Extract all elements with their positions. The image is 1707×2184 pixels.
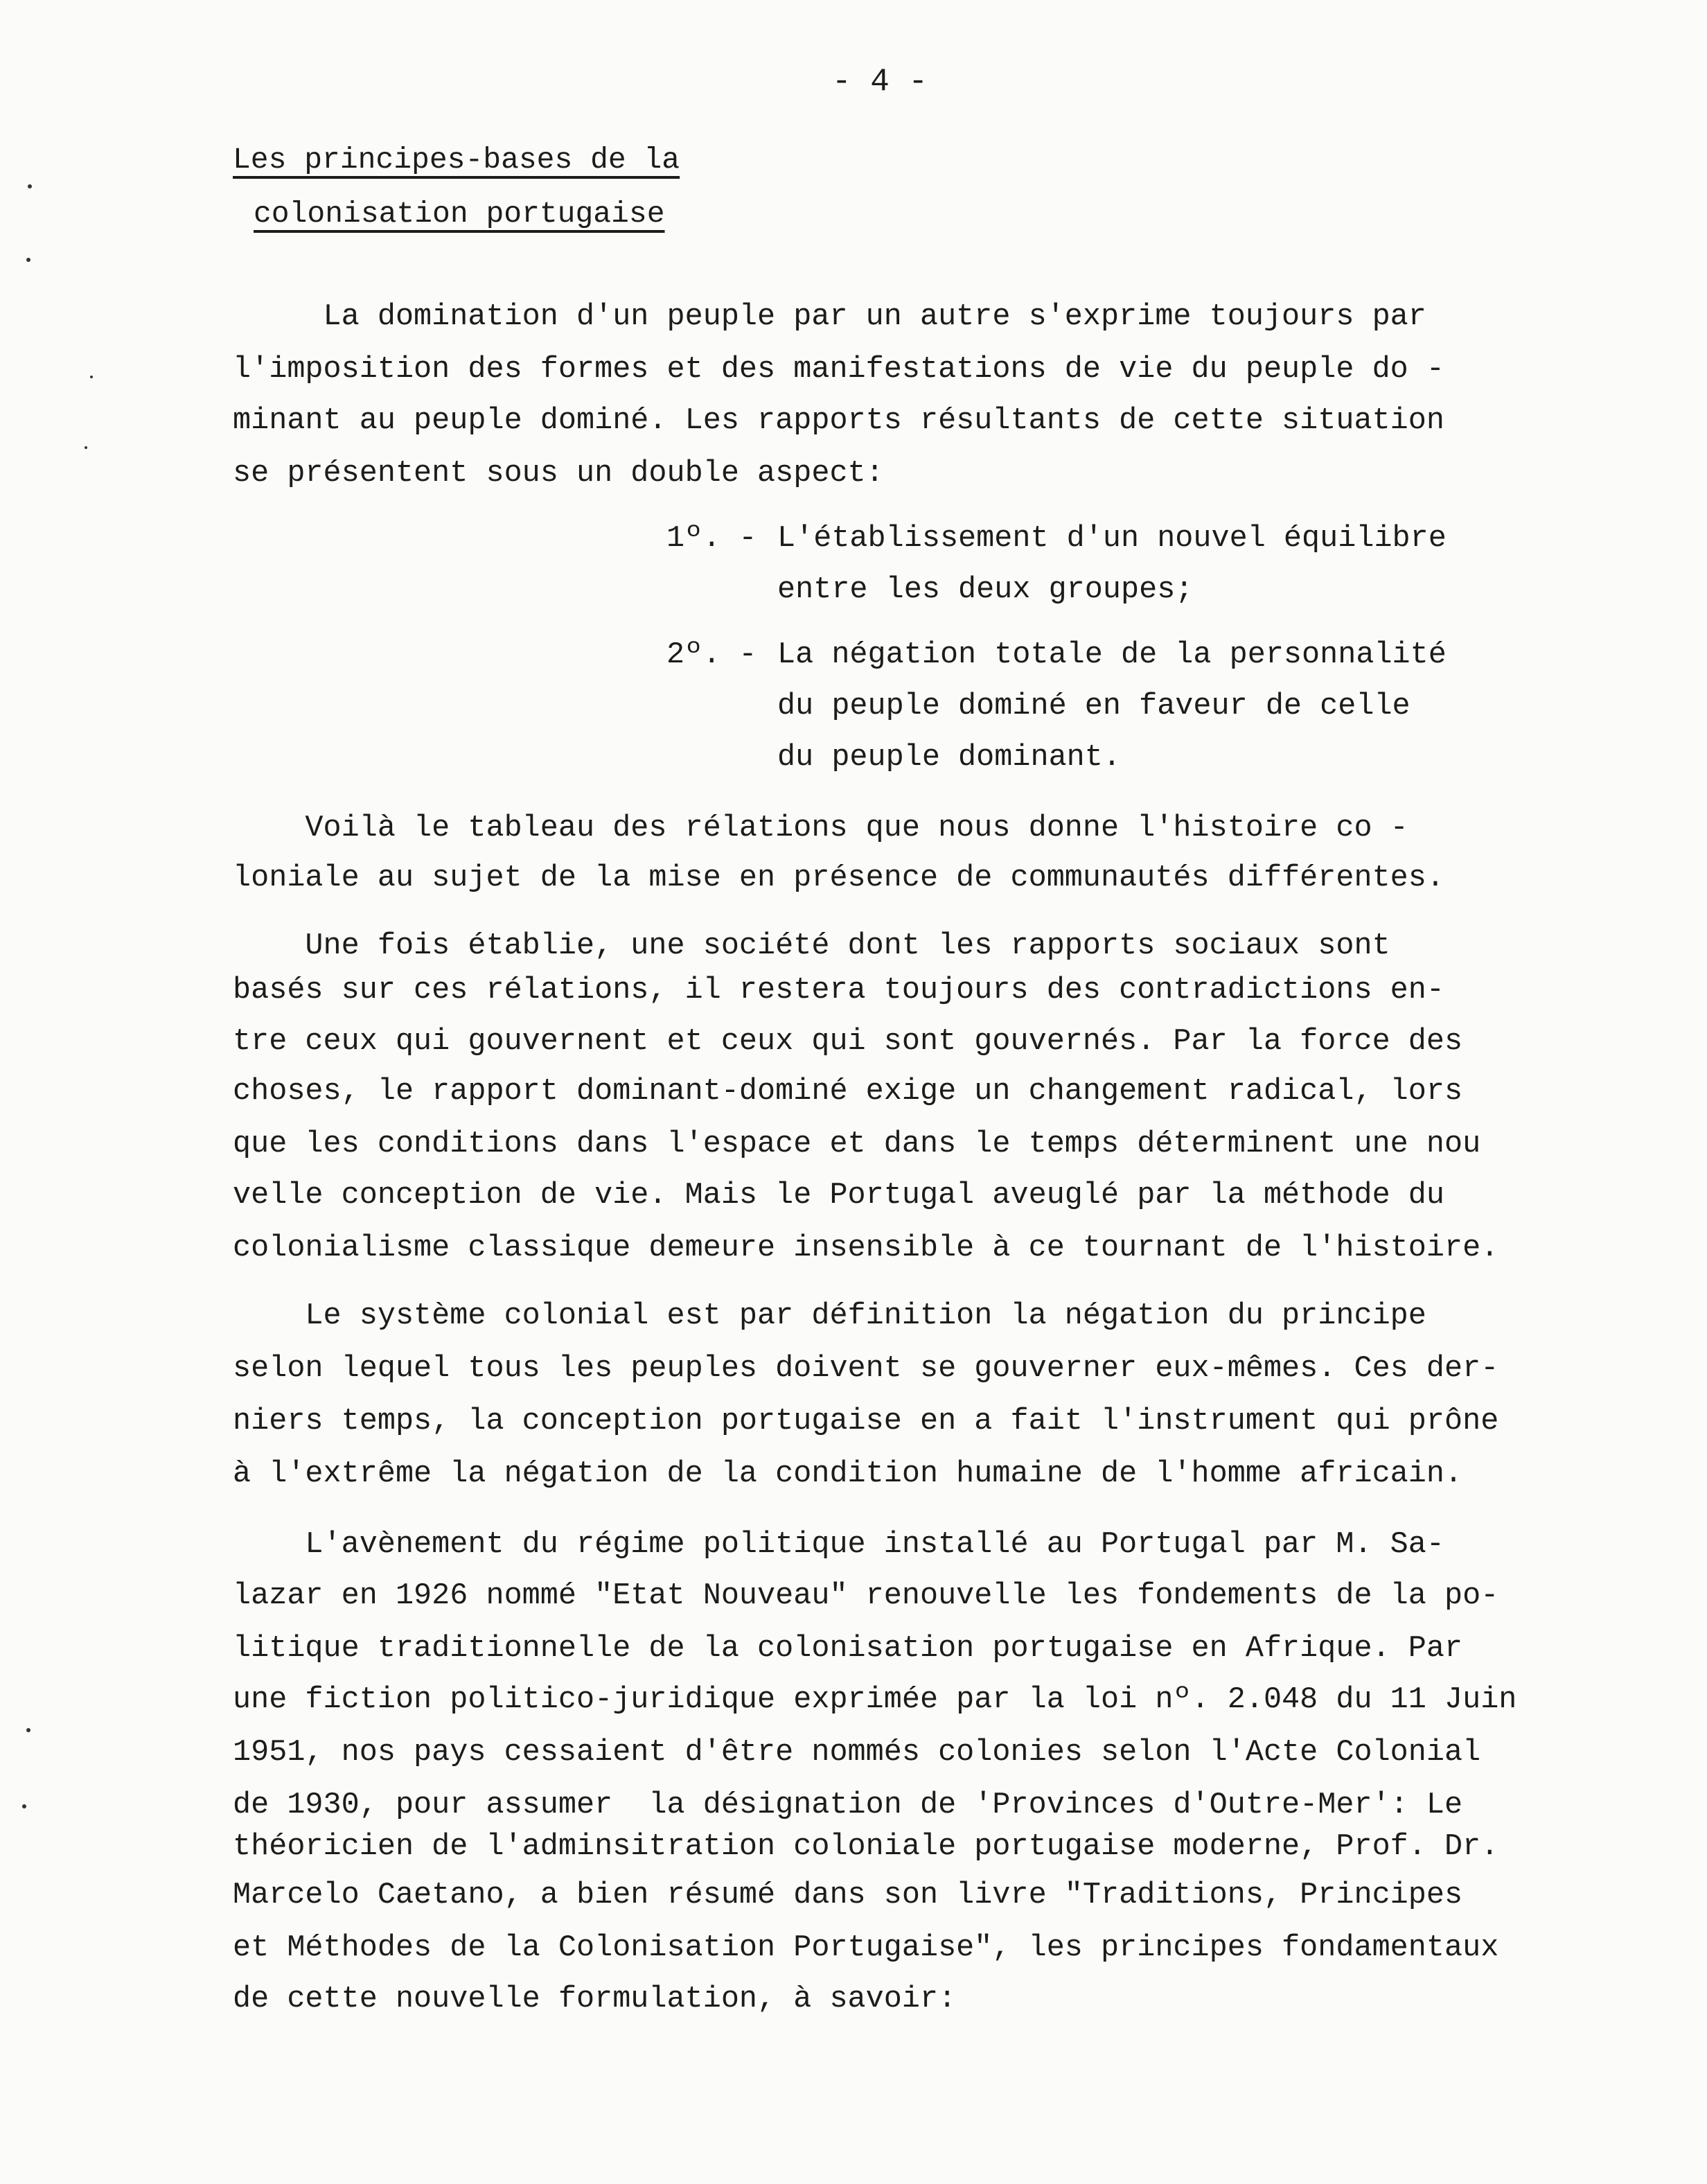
list-item-1-line: L'établissement d'un nouvel équilibre (777, 522, 1447, 556)
scan-speck (26, 258, 30, 262)
paragraph-3-line: tre ceux qui gouvernent et ceux qui sont gouvernés. Par la force des (233, 1025, 1463, 1059)
paragraph-5-line: théoricien de l'adminsitration coloniale portugaise moderne, Prof. Dr. (233, 1830, 1499, 1864)
paragraph-5-line: Marcelo Caetano, a bien résumé dans son livre "Traditions, Principes (233, 1878, 1463, 1912)
paragraph-3-line: que les conditions dans l'espace et dans le temps déterminent une nou (233, 1127, 1481, 1161)
paragraph-3-line: velle conception de vie. Mais le Portugal aveuglé par la méthode du (233, 1179, 1444, 1213)
heading-line-1: Les principes-bases de la (233, 143, 680, 177)
paragraph-5-line: 1951, nos pays cessaient d'être nommés colonies selon l'Acte Colonial (233, 1736, 1481, 1770)
list-item-1-number: 1º. - (666, 522, 757, 556)
list-item-2-line: du peuple dominant. (777, 741, 1121, 775)
list-item-2-line: La négation totale de la personnalité (777, 638, 1447, 672)
paragraph-4-line: niers temps, la conception portugaise en a fait l'instrument qui prône (233, 1404, 1499, 1438)
paragraph-4-line: Le système colonial est par définition la négation du principe (233, 1299, 1426, 1333)
paragraph-2-line: Voilà le tableau des rélations que nous donne l'histoire co - (233, 811, 1408, 845)
page-number: - 4 - (831, 64, 928, 100)
scan-speck (28, 184, 32, 188)
scan-speck (26, 1728, 30, 1732)
paragraph-5-line: L'avènement du régime politique installé au Portugal par M. Sa- (233, 1528, 1444, 1562)
paragraph-5-line: une fiction politico-juridique exprimée par la loi nº. 2.048 du 11 Juin (233, 1683, 1517, 1717)
paragraph-4-line: à l'extrême la négation de la condition humaine de l'homme africain. (233, 1457, 1463, 1491)
section-heading (233, 133, 680, 241)
paragraph-1-line: minant au peuple dominé. Les rapports résultants de cette situation (233, 404, 1444, 438)
paragraph-5-line: litique traditionnelle de la colonisation portugaise en Afrique. Par (233, 1632, 1463, 1666)
paragraph-5-line: et Méthodes de la Colonisation Portugaise", les principes fondamentaux (233, 1931, 1499, 1965)
list-item-1-line: entre les deux groupes; (777, 573, 1194, 607)
paragraph-4-line: selon lequel tous les peuples doivent se gouverner eux-mêmes. Ces der- (233, 1352, 1499, 1386)
paragraph-5-line: de cette nouvelle formulation, à savoir: (233, 1982, 957, 2016)
paragraph-3-line: basés sur ces rélations, il restera toujours des contradictions en- (233, 974, 1444, 1007)
heading-line-2: colonisation portugaise (254, 197, 665, 231)
paragraph-2-line: loniale au sujet de la mise en présence de communautés différentes. (233, 861, 1444, 895)
list-item-2-line: du peuple dominé en faveur de celle (777, 689, 1410, 723)
scan-speck (22, 1804, 26, 1808)
paragraph-5-line: de 1930, pour assumer la désignation de 'Provinces d'Outre-Mer': Le (233, 1788, 1463, 1822)
paragraph-3-line: colonialisme classique demeure insensible à ce tournant de l'histoire. (233, 1231, 1499, 1265)
list-item-2-number: 2º. - (666, 638, 757, 672)
paragraph-3-line: Une fois établie, une société dont les rapports sociaux sont (233, 929, 1390, 963)
scan-speck (90, 376, 93, 378)
paragraph-3-line: choses, le rapport dominant-dominé exige un changement radical, lors (233, 1075, 1463, 1109)
paragraph-1-line: La domination d'un peuple par un autre s'exprime toujours par (233, 300, 1426, 334)
scan-speck (85, 446, 87, 449)
paragraph-1-line: se présentent sous un double aspect: (233, 457, 884, 491)
paragraph-5-line: lazar en 1926 nommé "Etat Nouveau" renouvelle les fondements de la po- (233, 1579, 1499, 1613)
paragraph-1-line: l'imposition des formes et des manifestations de vie du peuple do - (233, 353, 1444, 387)
